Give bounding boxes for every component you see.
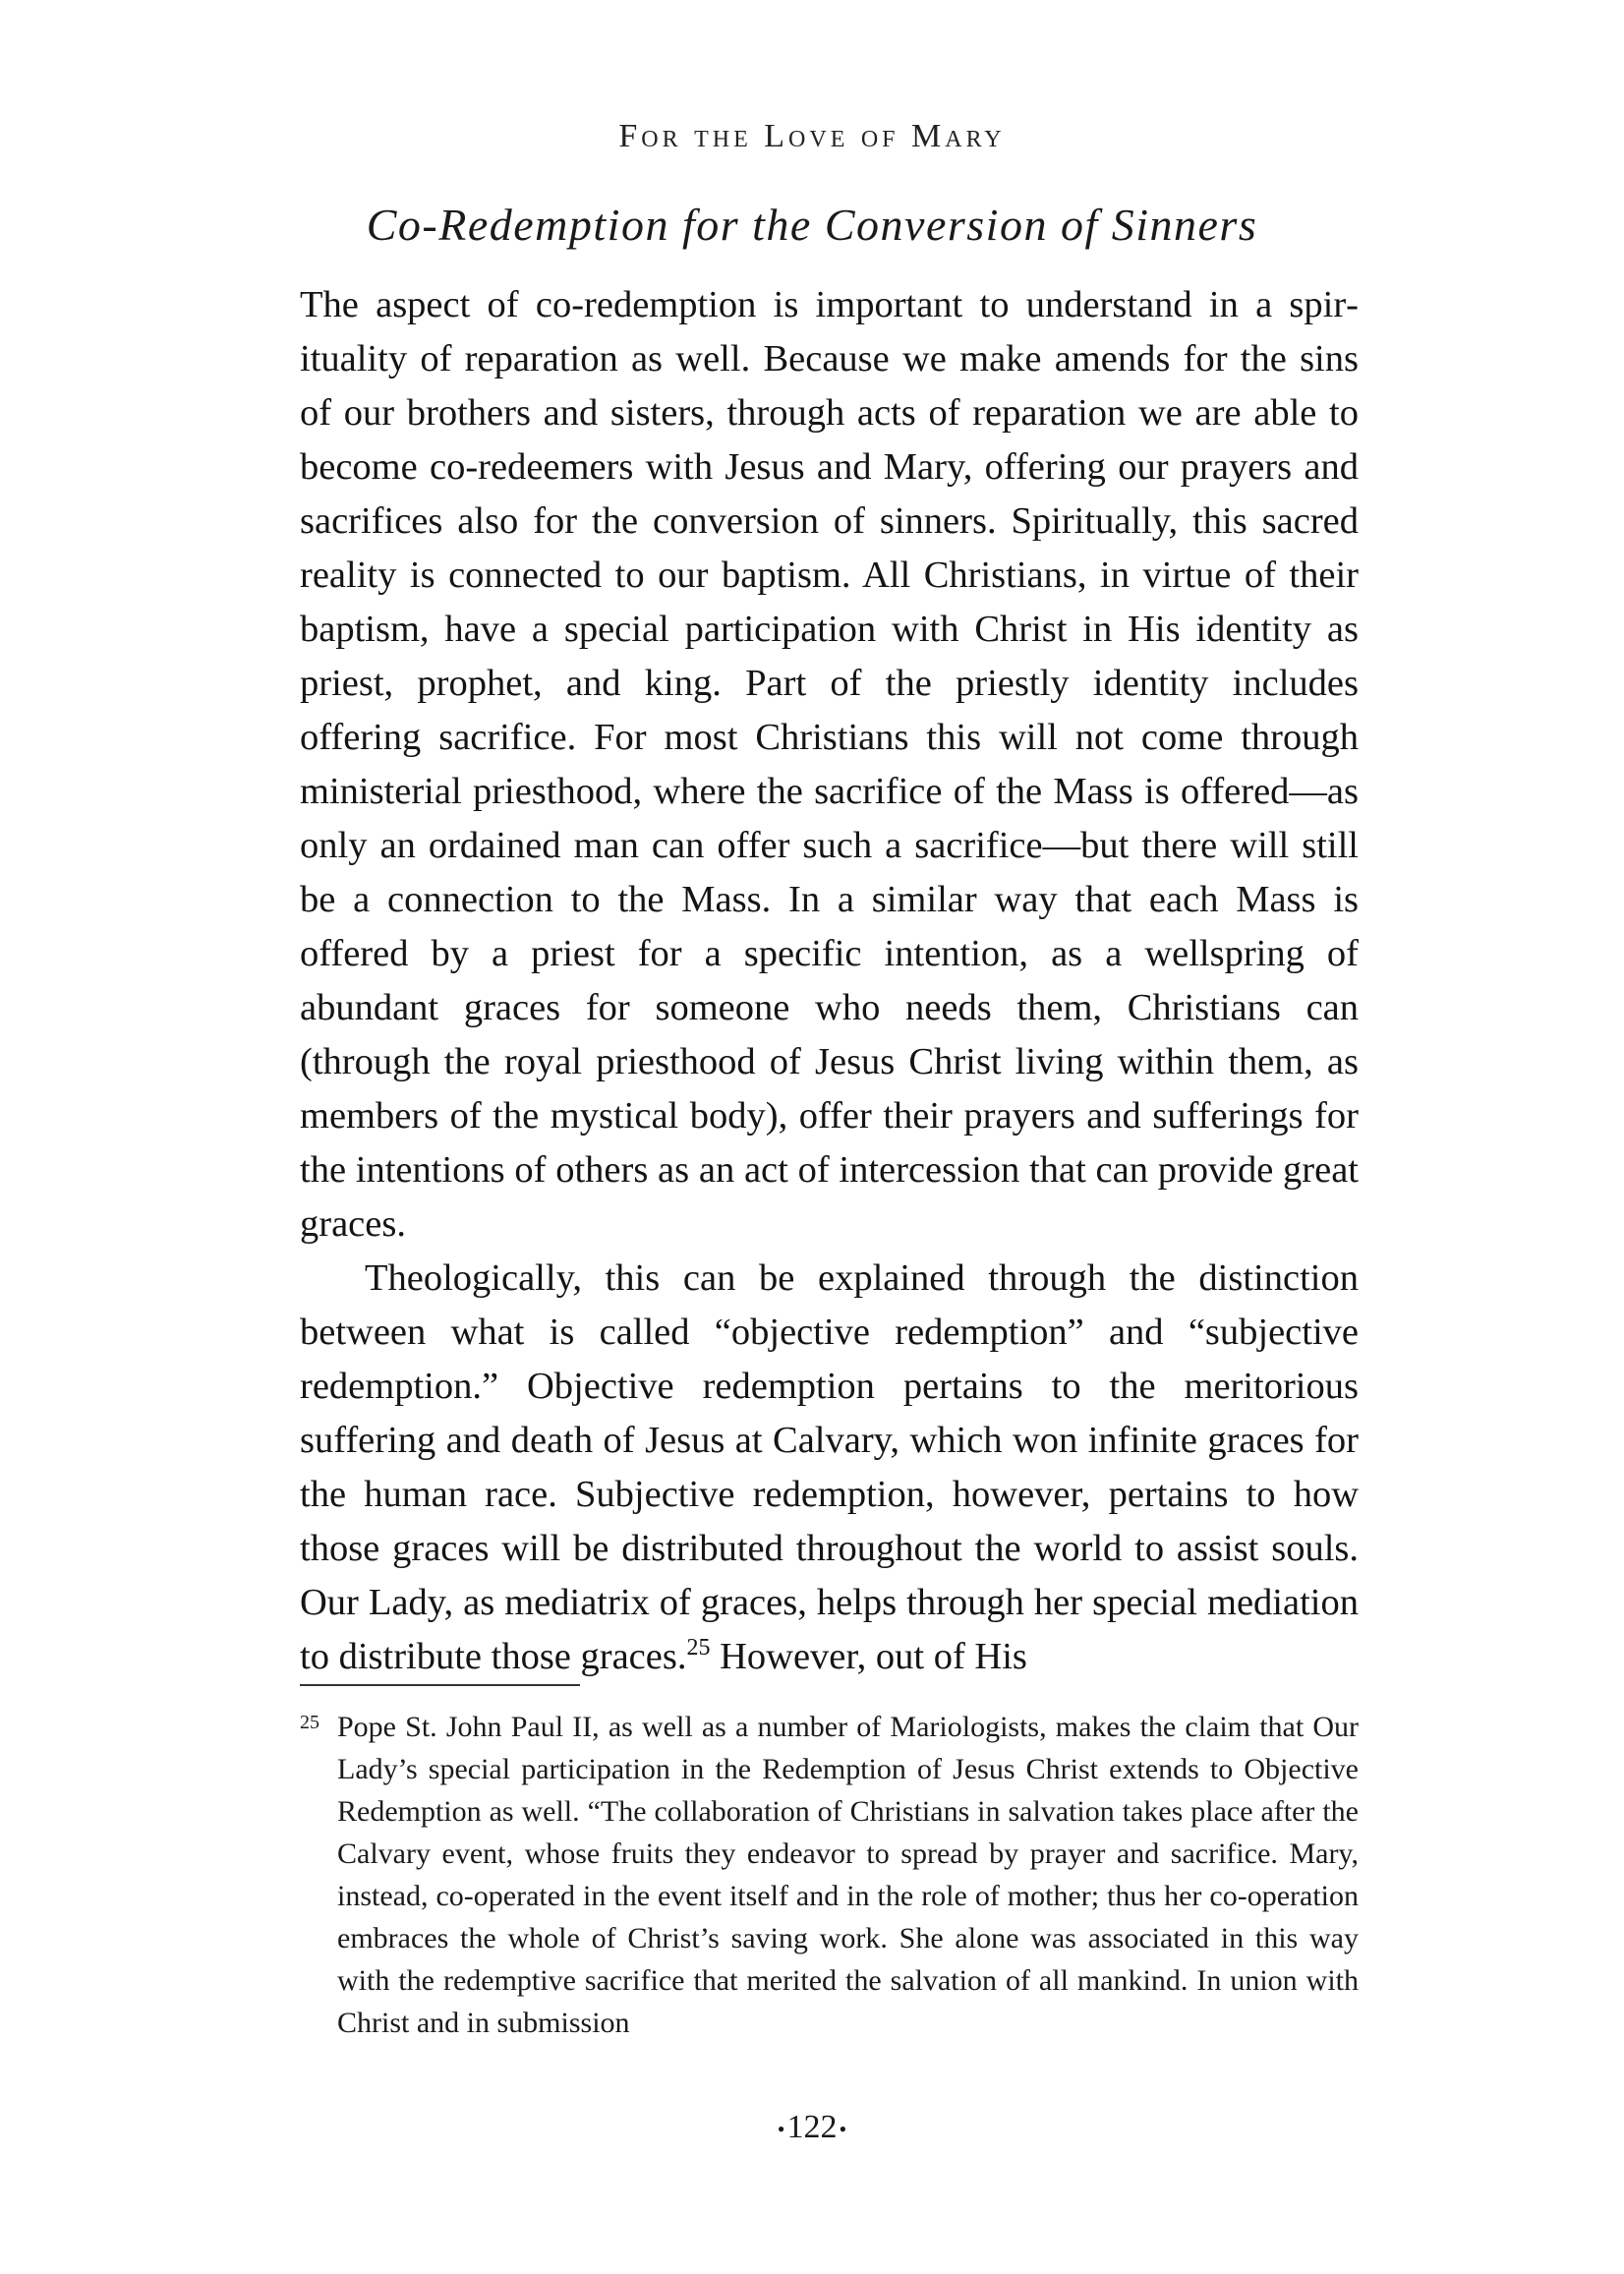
footnote-reference[interactable]: 25: [686, 1635, 711, 1662]
page-number-value: 122: [786, 2109, 838, 2145]
footnote-number: 25: [300, 1712, 319, 1733]
paragraph-2-continuation: However, out of His: [710, 1636, 1027, 1677]
footnote-text: Pope St. John Paul II, as well as a number of Mariologists, makes the claim that Our Lady’s special participation in the Redemption of Jesus Christ extends to Objective Redemption as well. “The collaboration of Christians in salvation takes place after the Calvary event, whose fruits they endeavor to spread by prayer and sacrifice. Mary, instead, co-operated in the event itself and in the role of mother; thus her co-operation embraces the whole of Christ’s saving work. She alone was associated in this way with the redemptive sacrifice that merited the salvation of all mankind. In union with Christ and in submission: [337, 1711, 1359, 2039]
body-text: [300, 278, 1359, 1684]
paragraph-1: The aspect of co-redemption is important to understand in a spirituality of reparation as well. Because we make amends for the sins of our brothers and sisters, through acts of reparation we are able to become co-redeemers with Jesus and Mary, offering our prayers and sacrifices also for the conversion of sinners. Spiritually, this sacred reality is connected to our baptism. All Christians, in virtue of their baptism, have a special participation with Christ in His identity as priest, prophet, and king. Part of the priestly identity includes offering sacrifice. For most Christians this will not come through ministerial priesthood, where the sacrifice of the Mass is offered—as only an ordained man can offer such a sacrifice—but there will still be a connection to the Mass. In a similar way that each Mass is offered by a priest for a specific intention, as a wellspring of abundant graces for someone who needs them, Christians can (through the royal priesthood of Jesus Christ living within them, as members of the mystical body), offer their prayers and sufferings for the intentions of others as an act of intercession that can provide great graces.: [300, 284, 1359, 1245]
paragraph-2: [300, 1252, 1359, 1684]
footnote-divider: [300, 1684, 580, 1686]
ornament-right-icon: •: [839, 2117, 847, 2142]
ornament-left-icon: •: [777, 2117, 785, 2142]
paragraph-2-text: Theologically, this can be explained through the distinction between what is called “objective redemption” and “subjective redemption.” Objective redemption pertains to the meritorious suffering and death of Jesus at Calvary, which won infinite graces for the human race. Subjective redemption, however, pertains to how those graces will be distributed throughout the world to assist souls. Our Lady, as mediatrix of graces, helps through her special mediation to distribute those graces.: [300, 1257, 1359, 1677]
footnote: [300, 1706, 1359, 2044]
section-title: Co-Redemption for the Conversion of Sinners: [366, 200, 1258, 250]
running-head: For the Love of Mary: [618, 118, 1006, 154]
page-number: [0, 2109, 1624, 2146]
